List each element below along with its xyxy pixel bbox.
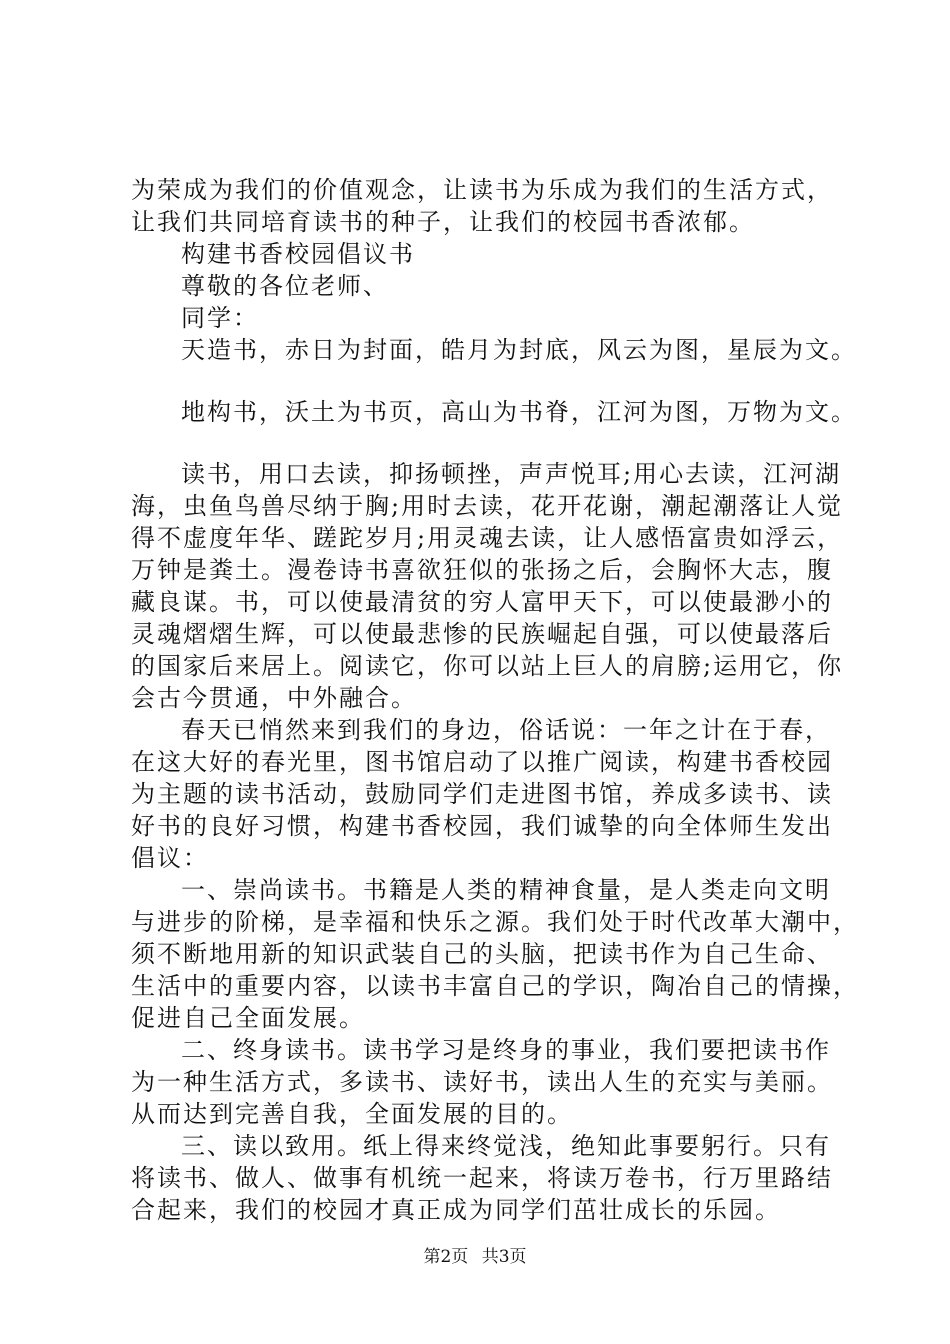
page-number: 第2页 <box>423 1247 469 1267</box>
text-line: 为荣成为我们的价值观念，让读书为乐成为我们的生活方式， <box>131 176 833 204</box>
text-line: 为主题的读书活动，鼓励同学们走进图书馆，养成多读书、读 <box>131 780 833 808</box>
text-line: 为一种生活方式，多读书、读好书，读出人生的充实与美丽。 <box>131 1068 833 1096</box>
text-line: 须不断地用新的知识武装自己的头脑，把读书作为自己生命、 <box>131 940 833 968</box>
page-total: 共3页 <box>481 1247 527 1267</box>
text-line: 得不虚度年华、蹉跎岁月;用灵魂去读，让人感悟富贵如浮云， <box>131 524 844 552</box>
text-line: 合起来，我们的校园才真正成为同学们茁壮成长的乐园。 <box>131 1196 781 1224</box>
text-line: 从而达到完善自我，全面发展的目的。 <box>131 1100 573 1128</box>
text-line: 三、读以致用。纸上得来终觉浅，绝知此事要躬行。只有 <box>181 1132 831 1160</box>
text-line: 好书的良好习惯，构建书香校园，我们诚挚的向全体师生发出 <box>131 812 833 840</box>
text-line: 灵魂熠熠生辉，可以使最悲惨的民族崛起自强，可以使最落后 <box>131 620 833 648</box>
verse-heaven: 天造书，赤日为封面，皓月为封底，风云为图，星辰为文。 <box>181 336 857 364</box>
text-line: 在这大好的春光里，图书馆启动了以推广阅读，构建书香校园 <box>131 748 833 776</box>
page-footer <box>0 1245 950 1269</box>
text-line: 二、终身读书。读书学习是终身的事业，我们要把读书作 <box>181 1036 831 1064</box>
salutation-line-1: 尊敬的各位老师、 <box>181 272 389 300</box>
proposal-point-1 <box>131 874 859 1034</box>
salutation-line-2: 同学： <box>181 304 259 332</box>
paragraph-reading <box>131 458 851 714</box>
paragraph-spring <box>131 714 851 874</box>
text-line: 的国家后来居上。阅读它，你可以站上巨人的肩膀;运用它，你 <box>131 652 844 680</box>
document-body <box>131 174 859 1226</box>
text-line: 会古今贯通，中外融合。 <box>131 684 417 712</box>
text-line: 一、崇尚读书。书籍是人类的精神食量，是人类走向文明 <box>181 876 831 904</box>
text-line: 读书，用口去读，抑扬顿挫，声声悦耳;用心去读，江河湖 <box>181 460 842 488</box>
text-line: 将读书、做人、做事有机统一起来，将读万卷书，行万里路结 <box>131 1164 833 1192</box>
text-line: 春天已悄然来到我们的身边，俗话说：一年之计在于春， <box>181 716 831 744</box>
blank-line <box>131 366 851 396</box>
verse-earth: 地构书，沃土为书页，高山为书脊，江河为图，万物为文。 <box>181 398 857 426</box>
text-line: 藏良谋。书，可以使最清贫的穷人富甲天下，可以使最渺小的 <box>131 588 833 616</box>
text-line: 与进步的阶梯，是幸福和快乐之源。我们处于时代改革大潮中， <box>131 908 859 936</box>
text-line: 生活中的重要内容，以读书丰富自己的学识，陶冶自己的情操， <box>131 972 859 1000</box>
text-line: 海，虫鱼鸟兽尽纳于胸;用时去读，花开花谢，潮起潮落让人觉 <box>131 492 844 520</box>
text-line: 倡议： <box>131 844 209 872</box>
text-line: 让我们共同培育读书的种子，让我们的校园书香浓郁。 <box>131 208 755 236</box>
text-line: 万钟是粪土。漫卷诗书喜欲狂似的张扬之后，会胸怀大志，腹 <box>131 556 833 584</box>
proposal-point-3 <box>131 1130 851 1226</box>
continuation-paragraph <box>131 174 851 238</box>
proposal-point-2 <box>131 1034 851 1130</box>
blank-line <box>131 428 851 458</box>
text-line: 促进自己全面发展。 <box>131 1004 365 1032</box>
document-title: 构建书香校园倡议书 <box>181 240 415 268</box>
